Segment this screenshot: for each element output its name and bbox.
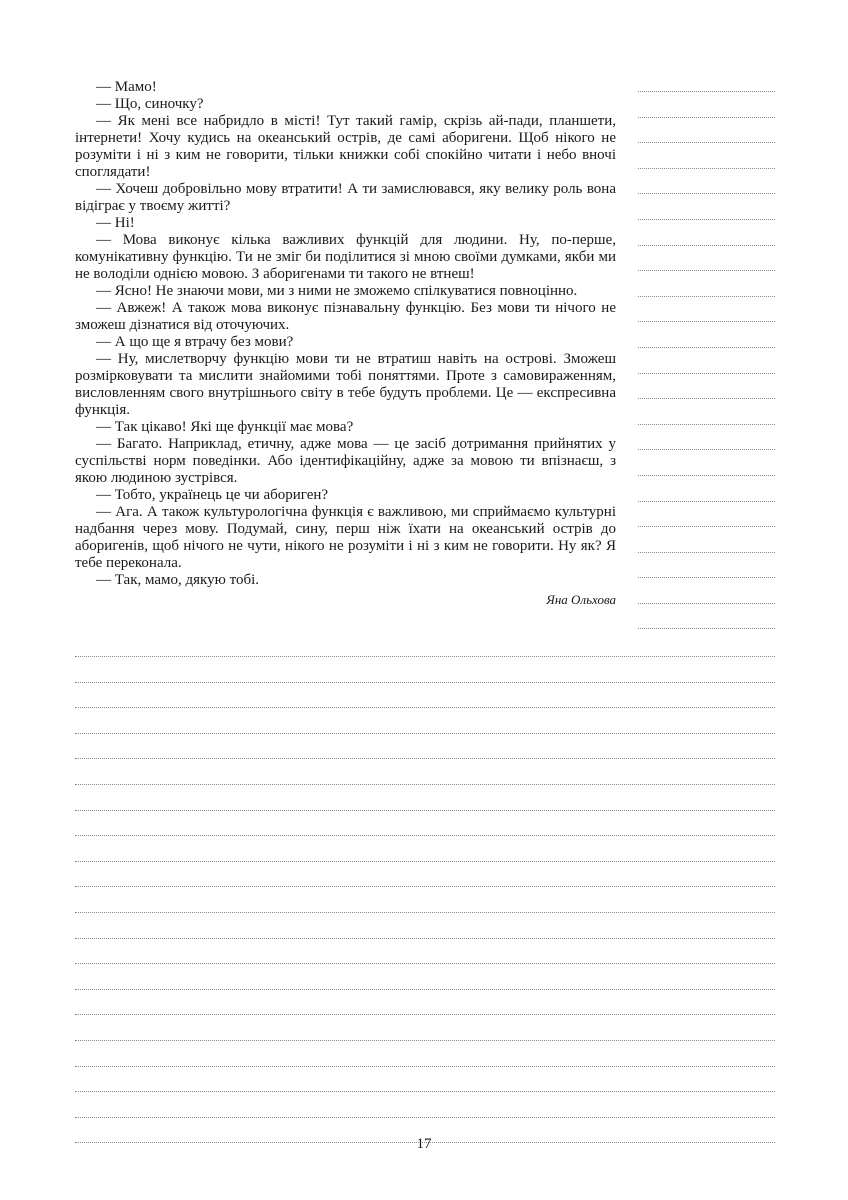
writing-line[interactable] <box>75 989 775 990</box>
writing-line[interactable] <box>75 1117 775 1118</box>
writing-line[interactable] <box>638 296 775 297</box>
writing-line[interactable] <box>638 603 775 604</box>
writing-line[interactable] <box>75 682 775 683</box>
writing-line[interactable] <box>638 424 775 425</box>
writing-line[interactable] <box>638 577 775 578</box>
writing-line[interactable] <box>75 835 775 836</box>
writing-line[interactable] <box>75 784 775 785</box>
dialogue-line: — Ясно! Не знаючи мови, ми з ними не зможемо спілкуватися повноцінно. <box>96 283 578 299</box>
dialogue-line: — Ні! <box>96 215 135 231</box>
dialogue-line: — Так цікаво! Які ще функції має мова? <box>96 419 354 435</box>
writing-line[interactable] <box>638 321 775 322</box>
writing-line[interactable] <box>638 501 775 502</box>
writing-line[interactable] <box>75 1014 775 1015</box>
writing-line[interactable] <box>638 193 775 194</box>
writing-line[interactable] <box>75 861 775 862</box>
writing-line[interactable] <box>75 886 775 887</box>
dialogue-line: — Авжеж! А також мова виконує пізнавальну функцію. Без мови ти нічого не зможеш дізнатися від оточуючих. <box>75 300 616 333</box>
page-number: 17 <box>416 1136 432 1152</box>
writing-line[interactable] <box>638 475 775 476</box>
dialogue-line: — Ага. А також культурологічна функція є важливою, ми сприймаємо культурні надбання через мову. Подумай, сину, перш ніж їхати на океанський острів до аборигенів, щоб нічого не чути, нікого не розуміти і ні з ким не говорити. Ну як? Я тебе переконала. <box>75 504 616 571</box>
writing-line[interactable] <box>75 912 775 913</box>
writing-line[interactable] <box>638 168 775 169</box>
writing-line[interactable] <box>638 245 775 246</box>
writing-line[interactable] <box>638 628 775 629</box>
writing-line[interactable] <box>75 733 775 734</box>
dialogue-line: — Багато. Наприклад, етичну, адже мова — це засіб дотримання прийнятих у суспільстві норм поведінки. Або ідентифікаційну, адже за мовою ти впізнаєш, з якою людиною зустрівся. <box>75 436 616 486</box>
writing-line[interactable] <box>638 398 775 399</box>
writing-line[interactable] <box>75 938 775 939</box>
writing-line[interactable] <box>638 552 775 553</box>
writing-line[interactable] <box>638 142 775 143</box>
dialogue-line: — Тобто, українець це чи абориген? <box>96 487 329 503</box>
dialogue-line: — Мамо! <box>96 79 157 95</box>
writing-line[interactable] <box>75 758 775 759</box>
margin-writing-lines <box>638 91 775 654</box>
dialogue-line: — Мова виконує кілька важливих функцій для людини. Ну, по-перше, комунікативну функцію. Ти не зміг би поділитися зі мною своїми думками, якби ми не володіли однією мовою. З аборигенами ти такого не втнеш! <box>75 232 616 282</box>
writing-line[interactable] <box>75 1040 775 1041</box>
writing-line[interactable] <box>75 963 775 964</box>
writing-line[interactable] <box>75 1091 775 1092</box>
writing-line[interactable] <box>638 219 775 220</box>
bottom-writing-lines <box>75 656 775 1168</box>
writing-line[interactable] <box>75 1066 775 1067</box>
writing-line[interactable] <box>638 91 775 92</box>
writing-line[interactable] <box>638 449 775 450</box>
writing-line[interactable] <box>638 117 775 118</box>
dialogue-line: — Так, мамо, дякую тобі. <box>96 572 259 588</box>
author-signature: Яна Ольхова <box>546 592 616 607</box>
writing-line[interactable] <box>638 526 775 527</box>
dialogue-line: — Хочеш добровільно мову втратити! А ти замислювався, яку велику роль вона відіграє у твоєму житті? <box>75 181 616 214</box>
writing-line[interactable] <box>638 347 775 348</box>
dialogue-line: — А що ще я втрачу без мови? <box>96 334 294 350</box>
dialogue-line: — Що, синочку? <box>96 96 204 112</box>
writing-line[interactable] <box>75 707 775 708</box>
writing-line[interactable] <box>638 270 775 271</box>
dialogue-line: — Ну, мислетворчу функцію мови ти не втратиш навіть на острові. Зможеш розмірковувати та мислити знайомими тобі поняттями. Проте з самовираженням, висловленням свого внутрішнього світу в тебе будуть проблеми. Це — експресивна функція. <box>75 351 616 418</box>
dialogue-text <box>75 79 616 608</box>
writing-line[interactable] <box>75 810 775 811</box>
writing-line[interactable] <box>638 373 775 374</box>
dialogue-line: — Як мені все набридло в місті! Тут такий гамір, скрізь ай-пади, планшети, інтернети! Хочу кудись на океанський острів, де самі аборигени. Щоб нікого не розуміти і ні з ким не говорити, тільки книжки собі спокійно читати і небо вночі споглядати! <box>75 113 616 180</box>
writing-line[interactable] <box>75 656 775 657</box>
